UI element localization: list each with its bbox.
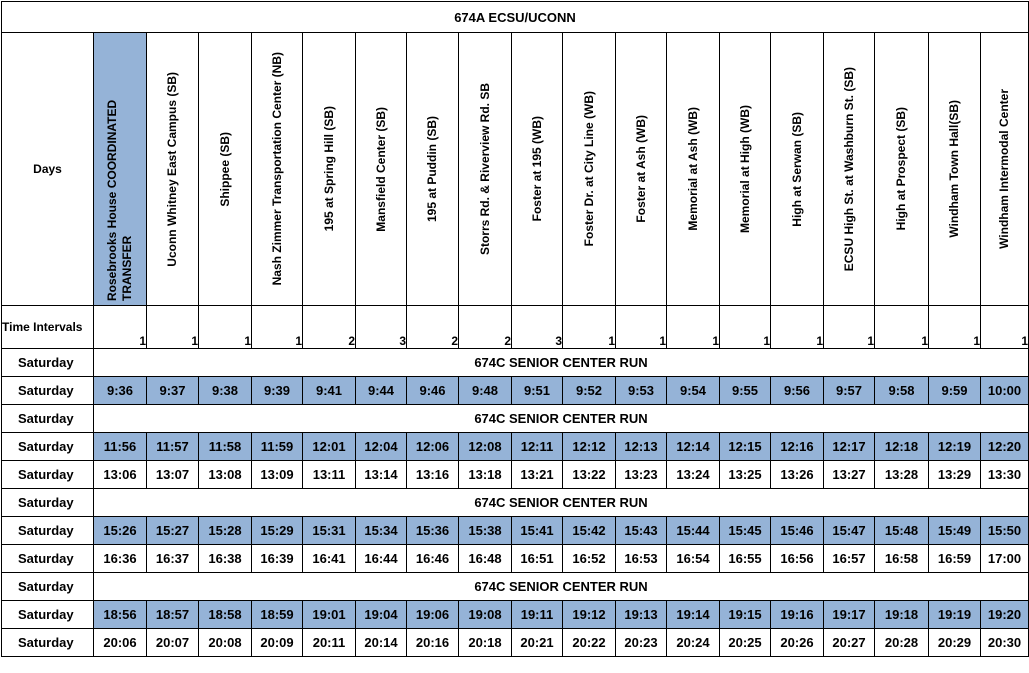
day-cell: Saturday	[2, 629, 94, 657]
time-cell: 12:16	[771, 433, 824, 461]
stop-name: Shippee (SB)	[217, 131, 232, 207]
time-cell: 20:28	[875, 629, 929, 657]
time-cell: 19:06	[407, 601, 459, 629]
time-cell: 20:11	[303, 629, 356, 657]
time-cell: 9:48	[459, 377, 512, 405]
time-cell: 20:08	[199, 629, 252, 657]
day-cell: Saturday	[2, 377, 94, 405]
day-cell: Saturday	[2, 517, 94, 545]
stop-header	[981, 33, 1029, 306]
stop-header	[199, 33, 252, 306]
time-cell: 20:06	[94, 629, 147, 657]
time-cell: 11:56	[94, 433, 147, 461]
run-label-row	[2, 573, 1029, 601]
day-cell: Saturday	[2, 405, 94, 433]
schedule-row	[2, 461, 1029, 489]
schedule-title: 674A ECSU/UCONN	[2, 2, 1029, 33]
time-cell: 12:08	[459, 433, 512, 461]
stop-name: Memorial at High (WB)	[737, 105, 752, 233]
time-cell: 20:09	[252, 629, 303, 657]
stop-name: Foster Dr. at City Line (WB)	[581, 91, 596, 247]
time-cell: 13:16	[407, 461, 459, 489]
time-cell: 9:57	[824, 377, 875, 405]
time-cell: 15:28	[199, 517, 252, 545]
time-cell: 16:56	[771, 545, 824, 573]
day-cell: Saturday	[2, 573, 94, 601]
time-cell: 16:54	[667, 545, 720, 573]
time-cell: 12:04	[356, 433, 407, 461]
time-cell: 15:36	[407, 517, 459, 545]
time-cell: 11:57	[147, 433, 199, 461]
run-label: 674C SENIOR CENTER RUN	[94, 489, 1029, 517]
time-cell: 12:11	[512, 433, 563, 461]
time-interval-value: 1	[771, 306, 824, 349]
time-cell: 17:00	[981, 545, 1029, 573]
time-cell: 9:36	[94, 377, 147, 405]
time-cell: 19:19	[929, 601, 981, 629]
time-cell: 15:44	[667, 517, 720, 545]
stop-header	[459, 33, 512, 306]
time-cell: 16:58	[875, 545, 929, 573]
time-cell: 19:13	[616, 601, 667, 629]
time-cell: 19:20	[981, 601, 1029, 629]
time-cell: 20:26	[771, 629, 824, 657]
stop-header	[356, 33, 407, 306]
time-cell: 20:22	[563, 629, 616, 657]
time-cell: 15:49	[929, 517, 981, 545]
stop-name: 195 at Spring Hill (SB)	[321, 106, 336, 232]
time-cell: 20:07	[147, 629, 199, 657]
stop-name: Memorial at Ash (WB)	[685, 107, 700, 231]
time-cell: 16:46	[407, 545, 459, 573]
time-cell: 20:16	[407, 629, 459, 657]
time-cell: 13:30	[981, 461, 1029, 489]
time-cell: 20:21	[512, 629, 563, 657]
time-cell: 12:06	[407, 433, 459, 461]
run-label-row	[2, 405, 1029, 433]
day-cell: Saturday	[2, 489, 94, 517]
time-cell: 20:27	[824, 629, 875, 657]
time-cell: 12:15	[720, 433, 771, 461]
time-interval-value: 1	[94, 306, 147, 349]
time-cell: 12:19	[929, 433, 981, 461]
time-interval-value: 2	[407, 306, 459, 349]
day-cell: Saturday	[2, 601, 94, 629]
stop-name: Uconn Whitney East Campus (SB)	[165, 71, 179, 267]
time-cell: 16:52	[563, 545, 616, 573]
time-cell: 16:39	[252, 545, 303, 573]
time-cell: 9:38	[199, 377, 252, 405]
time-interval-value: 1	[875, 306, 929, 349]
stop-header	[407, 33, 459, 306]
time-cell: 15:34	[356, 517, 407, 545]
stop-name: Foster at Ash (WB)	[633, 115, 648, 223]
stop-header	[94, 33, 147, 306]
time-cell: 13:11	[303, 461, 356, 489]
time-cell: 13:07	[147, 461, 199, 489]
time-cell: 12:17	[824, 433, 875, 461]
time-cell: 9:41	[303, 377, 356, 405]
stop-name: Windham Town Hall(SB)	[947, 100, 961, 238]
time-intervals-label: Time Intervals	[2, 306, 94, 349]
schedule-row	[2, 433, 1029, 461]
time-cell: 20:23	[616, 629, 667, 657]
day-cell: Saturday	[2, 545, 94, 573]
stop-header	[616, 33, 667, 306]
time-cell: 9:53	[616, 377, 667, 405]
time-interval-value: 1	[199, 306, 252, 349]
stop-name: High at Serwan (SB)	[789, 111, 804, 227]
time-cell: 13:22	[563, 461, 616, 489]
stop-header	[929, 33, 981, 306]
time-cell: 15:26	[94, 517, 147, 545]
time-cell: 13:18	[459, 461, 512, 489]
time-cell: 9:44	[356, 377, 407, 405]
time-cell: 9:39	[252, 377, 303, 405]
stop-header	[771, 33, 824, 306]
time-cell: 9:54	[667, 377, 720, 405]
time-cell: 12:20	[981, 433, 1029, 461]
day-cell: Saturday	[2, 433, 94, 461]
time-cell: 16:37	[147, 545, 199, 573]
time-interval-value: 1	[720, 306, 771, 349]
time-cell: 15:38	[459, 517, 512, 545]
time-interval-value: 1	[563, 306, 616, 349]
run-label: 674C SENIOR CENTER RUN	[94, 349, 1029, 377]
time-cell: 13:06	[94, 461, 147, 489]
time-cell: 19:04	[356, 601, 407, 629]
time-cell: 9:56	[771, 377, 824, 405]
time-cell: 15:45	[720, 517, 771, 545]
time-cell: 15:48	[875, 517, 929, 545]
time-intervals-row	[2, 306, 1029, 349]
time-interval-value: 1	[824, 306, 875, 349]
run-label-row	[2, 349, 1029, 377]
time-cell: 12:01	[303, 433, 356, 461]
time-cell: 20:24	[667, 629, 720, 657]
schedule-row	[2, 629, 1029, 657]
time-cell: 9:51	[512, 377, 563, 405]
day-cell: Saturday	[2, 349, 94, 377]
time-cell: 13:09	[252, 461, 303, 489]
time-cell: 16:36	[94, 545, 147, 573]
stop-name: Windham Intermodal Center	[997, 89, 1011, 249]
stop-header	[252, 33, 303, 306]
days-header: Days	[2, 33, 94, 306]
time-cell: 20:25	[720, 629, 771, 657]
stop-header	[875, 33, 929, 306]
time-cell: 12:14	[667, 433, 720, 461]
time-cell: 19:14	[667, 601, 720, 629]
time-cell: 16:48	[459, 545, 512, 573]
time-cell: 19:08	[459, 601, 512, 629]
time-cell: 9:59	[929, 377, 981, 405]
stop-name: Rosebrooks House COORDINATED TRANSFER	[105, 99, 134, 301]
stop-name: Nash Zimmer Transportation Center (NB)	[269, 52, 284, 286]
time-cell: 18:59	[252, 601, 303, 629]
time-interval-value: 1	[147, 306, 199, 349]
schedule-row	[2, 377, 1029, 405]
schedule-table	[1, 1, 1029, 657]
time-cell: 20:30	[981, 629, 1029, 657]
time-cell: 16:59	[929, 545, 981, 573]
day-cell: Saturday	[2, 461, 94, 489]
time-cell: 18:57	[147, 601, 199, 629]
stop-name: ECSU High St. at Washburn St. (SB)	[841, 66, 856, 272]
time-cell: 13:29	[929, 461, 981, 489]
time-interval-value: 3	[512, 306, 563, 349]
time-cell: 13:08	[199, 461, 252, 489]
time-cell: 13:23	[616, 461, 667, 489]
time-cell: 9:46	[407, 377, 459, 405]
stop-header	[667, 33, 720, 306]
time-cell: 16:51	[512, 545, 563, 573]
stop-name: Foster at 195 (WB)	[529, 116, 544, 222]
time-cell: 11:58	[199, 433, 252, 461]
stop-header	[824, 33, 875, 306]
time-interval-value: 1	[616, 306, 667, 349]
time-cell: 13:27	[824, 461, 875, 489]
schedule-row	[2, 601, 1029, 629]
run-label: 674C SENIOR CENTER RUN	[94, 405, 1029, 433]
time-cell: 12:18	[875, 433, 929, 461]
time-cell: 13:21	[512, 461, 563, 489]
stop-name: Storrs Rd. & Riverview Rd. SB	[477, 82, 492, 256]
time-cell: 16:38	[199, 545, 252, 573]
time-cell: 13:26	[771, 461, 824, 489]
time-cell: 15:31	[303, 517, 356, 545]
time-interval-value: 1	[252, 306, 303, 349]
time-cell: 18:58	[199, 601, 252, 629]
time-cell: 15:29	[252, 517, 303, 545]
time-cell: 19:12	[563, 601, 616, 629]
time-cell: 19:18	[875, 601, 929, 629]
time-interval-value: 1	[981, 306, 1029, 349]
time-cell: 15:42	[563, 517, 616, 545]
header-row	[2, 33, 1029, 306]
title-row	[2, 2, 1029, 33]
time-cell: 15:43	[616, 517, 667, 545]
time-cell: 13:28	[875, 461, 929, 489]
time-cell: 19:16	[771, 601, 824, 629]
time-interval-value: 3	[356, 306, 407, 349]
time-interval-value: 2	[459, 306, 512, 349]
time-cell: 9:58	[875, 377, 929, 405]
time-cell: 16:55	[720, 545, 771, 573]
time-cell: 15:27	[147, 517, 199, 545]
time-cell: 16:44	[356, 545, 407, 573]
time-cell: 19:01	[303, 601, 356, 629]
time-cell: 16:41	[303, 545, 356, 573]
schedule-row	[2, 545, 1029, 573]
time-cell: 20:14	[356, 629, 407, 657]
stop-header	[512, 33, 563, 306]
time-cell: 19:17	[824, 601, 875, 629]
time-cell: 15:50	[981, 517, 1029, 545]
stop-name: 195 at Puddin (SB)	[425, 115, 439, 222]
time-cell: 11:59	[252, 433, 303, 461]
time-cell: 19:15	[720, 601, 771, 629]
time-cell: 9:52	[563, 377, 616, 405]
time-cell: 9:37	[147, 377, 199, 405]
time-cell: 15:41	[512, 517, 563, 545]
time-cell: 16:57	[824, 545, 875, 573]
time-cell: 10:00	[981, 377, 1029, 405]
time-interval-value: 1	[929, 306, 981, 349]
stop-name: High at Prospect (SB)	[894, 107, 908, 231]
time-cell: 12:13	[616, 433, 667, 461]
run-label: 674C SENIOR CENTER RUN	[94, 573, 1029, 601]
time-cell: 16:53	[616, 545, 667, 573]
time-interval-value: 1	[667, 306, 720, 349]
time-cell: 18:56	[94, 601, 147, 629]
time-cell: 19:11	[512, 601, 563, 629]
time-cell: 20:18	[459, 629, 512, 657]
stop-header	[303, 33, 356, 306]
time-cell: 9:55	[720, 377, 771, 405]
time-cell: 15:46	[771, 517, 824, 545]
time-cell: 20:29	[929, 629, 981, 657]
schedule-row	[2, 517, 1029, 545]
time-cell: 13:25	[720, 461, 771, 489]
time-cell: 13:14	[356, 461, 407, 489]
stop-header	[563, 33, 616, 306]
time-cell: 15:47	[824, 517, 875, 545]
stop-header	[720, 33, 771, 306]
time-cell: 13:24	[667, 461, 720, 489]
stop-header	[147, 33, 199, 306]
time-cell: 12:12	[563, 433, 616, 461]
run-label-row	[2, 489, 1029, 517]
time-interval-value: 2	[303, 306, 356, 349]
stop-name: Mansfield Center (SB)	[373, 106, 388, 232]
